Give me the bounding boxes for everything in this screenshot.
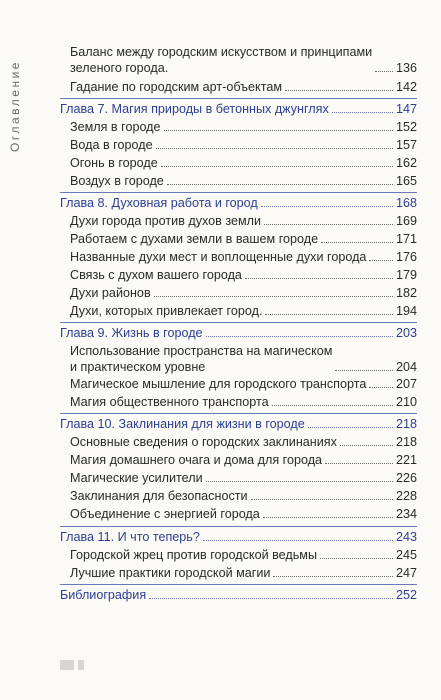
toc-entry-title: Духи районов: [70, 286, 151, 300]
toc-chapter-entry[interactable]: [60, 325, 417, 341]
dot-leader: [340, 445, 393, 446]
toc-entry[interactable]: [70, 488, 417, 504]
toc-entry[interactable]: [70, 42, 417, 76]
toc-chapter-title: Глава 7. Магия природы в бетонных джунглях: [60, 102, 329, 116]
toc-entry-title: Основные сведения о городских заклинаниях: [70, 435, 337, 449]
toc-chapter-page: 203: [395, 326, 417, 340]
toc-entry-title-line2: зеленого города.: [70, 61, 169, 75]
dot-leader: [164, 130, 393, 131]
dot-leader: [332, 112, 393, 113]
toc-chapter-page: 168: [395, 196, 417, 210]
toc-entry-title: Городской жрец против городской ведьмы: [70, 548, 318, 562]
toc-entry-page: 165: [395, 174, 417, 188]
dot-leader: [261, 206, 393, 207]
dot-leader: [264, 224, 393, 225]
toc-chapter-page: 252: [395, 588, 417, 602]
page-corner-mark: [60, 660, 74, 670]
toc-entry-page: 142: [395, 80, 417, 94]
toc-chapter-title: Библиография: [60, 588, 147, 602]
toc-entry[interactable]: [70, 79, 417, 95]
toc-entry-title: Магия домашнего очага и дома для города: [70, 453, 323, 467]
toc-entry-page: 247: [395, 566, 417, 580]
toc-entry-title: Работаем с духами земли в вашем городе: [70, 232, 319, 246]
toc-entry-title: Заклинания для безопасности: [70, 489, 248, 503]
toc-entry-page: 221: [395, 453, 417, 467]
toc-entry-title: Воздух в городе: [70, 174, 164, 188]
toc-entry[interactable]: [70, 303, 417, 319]
toc-entry[interactable]: [70, 547, 417, 563]
dot-leader: [263, 517, 393, 518]
toc-entry-page: 157: [395, 138, 417, 152]
toc-chapter-page: 243: [395, 530, 417, 544]
dot-leader: [265, 314, 393, 315]
toc-entry-page: 162: [395, 156, 417, 170]
toc-entry-title: Лучшие практики городской магии: [70, 566, 271, 580]
toc-entry[interactable]: [70, 565, 417, 581]
dot-leader: [203, 540, 393, 541]
toc-entry-title-line2: и практическом уровне: [70, 360, 206, 374]
dot-leader: [321, 242, 393, 243]
toc-entry[interactable]: [70, 155, 417, 171]
toc-entry[interactable]: [70, 173, 417, 189]
dot-leader: [245, 278, 393, 279]
dot-leader: [369, 387, 393, 388]
dot-leader: [167, 184, 393, 185]
toc-chapter-entry[interactable]: [60, 529, 417, 545]
toc-entry-page: 152: [395, 120, 417, 134]
side-section-label-text: Оглавление: [8, 60, 22, 152]
toc-entry[interactable]: [70, 249, 417, 265]
toc-entry-title: Гадание по городским арт-объектам: [70, 80, 282, 94]
toc-entry-page: 169: [395, 214, 417, 228]
toc-entry-title-line1: Баланс между городским искусством и принципами: [70, 45, 373, 59]
toc-entry-page: 207: [395, 377, 417, 391]
toc-chapter-entry[interactable]: [60, 416, 417, 432]
toc-entry-page: 218: [395, 435, 417, 449]
dot-leader: [375, 71, 393, 72]
dot-leader: [335, 370, 393, 371]
toc-chapter-page: 218: [395, 417, 417, 431]
dot-leader: [325, 463, 393, 464]
dot-leader: [285, 90, 393, 91]
toc-entry-title: [70, 343, 332, 375]
chapter-separator: [60, 322, 417, 323]
dot-leader: [161, 166, 393, 167]
toc-entry-page: 176: [395, 250, 417, 264]
toc-chapter-title: Глава 8. Духовная работа и город: [60, 196, 258, 210]
dot-leader: [272, 405, 393, 406]
toc-entry[interactable]: [70, 267, 417, 283]
toc-entry[interactable]: [70, 343, 417, 375]
toc-entry-page: 136: [395, 61, 417, 75]
toc-entry-page: 228: [395, 489, 417, 503]
toc-entry-title: Магическое мышление для городского транспорта: [70, 377, 367, 391]
toc-entry-title: Огонь в городе: [70, 156, 158, 170]
toc-entry-page: 245: [395, 548, 417, 562]
chapter-separator: [60, 192, 417, 193]
toc-entry-page: 179: [395, 268, 417, 282]
toc-entry-title: Названные духи мест и воплощенные духи города: [70, 250, 367, 264]
toc-entry-title: Связь с духом вашего города: [70, 268, 242, 282]
toc-entry[interactable]: [70, 376, 417, 392]
dot-leader: [206, 481, 393, 482]
toc-entry-page: 234: [395, 507, 417, 521]
page-corner-mark: [78, 660, 84, 670]
toc-entry[interactable]: [70, 285, 417, 301]
toc-entry-title: [70, 44, 372, 76]
toc-entry-title: Земля в городе: [70, 120, 161, 134]
toc-entry[interactable]: [70, 137, 417, 153]
toc-chapter-page: 147: [395, 102, 417, 116]
toc-entry-title: Магические усилители: [70, 471, 203, 485]
toc-entry-title: Объединение с энергией города: [70, 507, 260, 521]
toc-entry[interactable]: [70, 434, 417, 450]
toc-entry[interactable]: [70, 506, 417, 522]
dot-leader: [156, 148, 393, 149]
toc-entry-title: Магия общественного транспорта: [70, 395, 269, 409]
toc-entry-page: 210: [395, 395, 417, 409]
chapter-separator: [60, 98, 417, 99]
toc-entry-page: 204: [395, 360, 417, 374]
toc-entry-title: Вода в городе: [70, 138, 153, 152]
dot-leader: [154, 296, 393, 297]
dot-leader: [206, 336, 393, 337]
toc-entry-page: 182: [395, 286, 417, 300]
toc-entry-title: Духи, которых привлекает город.: [70, 304, 263, 318]
dot-leader: [251, 499, 393, 500]
toc-chapter-entry[interactable]: [60, 101, 417, 117]
toc-chapter-title: Глава 10. Заклинания для жизни в городе: [60, 417, 305, 431]
toc-chapter-title: Глава 11. И что теперь?: [60, 530, 200, 544]
toc-entry[interactable]: [70, 213, 417, 229]
toc-entry-page: 194: [395, 304, 417, 318]
dot-leader: [273, 576, 393, 577]
toc-entry[interactable]: [70, 452, 417, 468]
toc-entry-title-line1: Использование пространства на магическом: [70, 344, 333, 358]
toc-entry[interactable]: [70, 470, 417, 486]
toc-entry[interactable]: [70, 394, 417, 410]
chapter-separator: [60, 526, 417, 527]
chapter-separator: [60, 584, 417, 585]
toc-entry[interactable]: [70, 231, 417, 247]
chapter-separator: [60, 413, 417, 414]
toc-chapter-title: Глава 9. Жизнь в городе: [60, 326, 203, 340]
dot-leader: [369, 260, 393, 261]
toc-entry-page: 226: [395, 471, 417, 485]
toc-entry-page: 171: [395, 232, 417, 246]
toc-chapter-entry[interactable]: [60, 195, 417, 211]
toc-entry[interactable]: [70, 119, 417, 135]
dot-leader: [320, 558, 393, 559]
toc-chapter-entry[interactable]: [60, 587, 417, 603]
dot-leader: [149, 598, 393, 599]
dot-leader: [308, 427, 393, 428]
toc-entry-title: Духи города против духов земли: [70, 214, 262, 228]
